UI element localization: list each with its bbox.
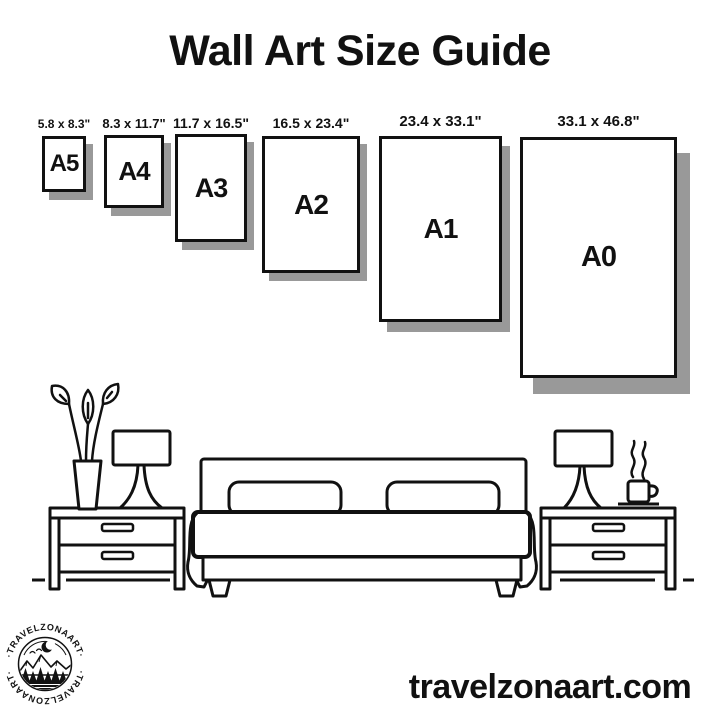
page-title: Wall Art Size Guide — [169, 27, 551, 75]
nightstand-left — [50, 508, 184, 589]
steam-icon — [632, 441, 646, 479]
nightstand-right — [541, 508, 675, 589]
size-label-a2: 16.5 x 23.4" — [272, 115, 350, 131]
logo-ring-text-bottom: ·TRAVELZONAART· — [3, 669, 87, 707]
size-label-a0: 33.1 x 46.8" — [557, 113, 640, 130]
drawer-handle — [593, 552, 624, 559]
size-box-a3: A3 — [175, 134, 247, 242]
lamp-left — [113, 431, 170, 508]
size-box-a1: A1 — [379, 136, 502, 322]
lampshade — [113, 431, 170, 465]
bed-leg-right — [496, 580, 517, 596]
drawer-handle — [102, 524, 133, 531]
logo-ring-text-top: ·TRAVELZONAART· — [3, 621, 87, 659]
size-label-a3: 11.7 x 16.5" — [173, 115, 249, 131]
coffee-cup — [618, 441, 659, 504]
website-url: travelzonaart.com — [408, 668, 692, 706]
size-box-a2: A2 — [262, 136, 360, 273]
mattress — [193, 512, 530, 557]
size-label-a4: 8.3 x 11.7" — [102, 116, 166, 131]
plant — [52, 384, 119, 509]
vase — [74, 461, 101, 509]
size-label-a5: 5.8 x 8.3" — [37, 117, 91, 131]
size-box-a0: A0 — [520, 137, 677, 378]
drawer-handle — [102, 552, 133, 559]
lamp-right — [555, 431, 612, 508]
size-box-a4: A4 — [104, 135, 164, 208]
bed-base — [203, 557, 521, 580]
bed-leg-left — [209, 580, 230, 596]
size-label-a1: 23.4 x 33.1" — [399, 113, 482, 130]
drawer-handle — [593, 524, 624, 531]
bed — [188, 459, 537, 596]
lampshade — [555, 431, 612, 466]
size-box-a5: A5 — [42, 136, 86, 192]
brand-logo — [0, 619, 90, 709]
